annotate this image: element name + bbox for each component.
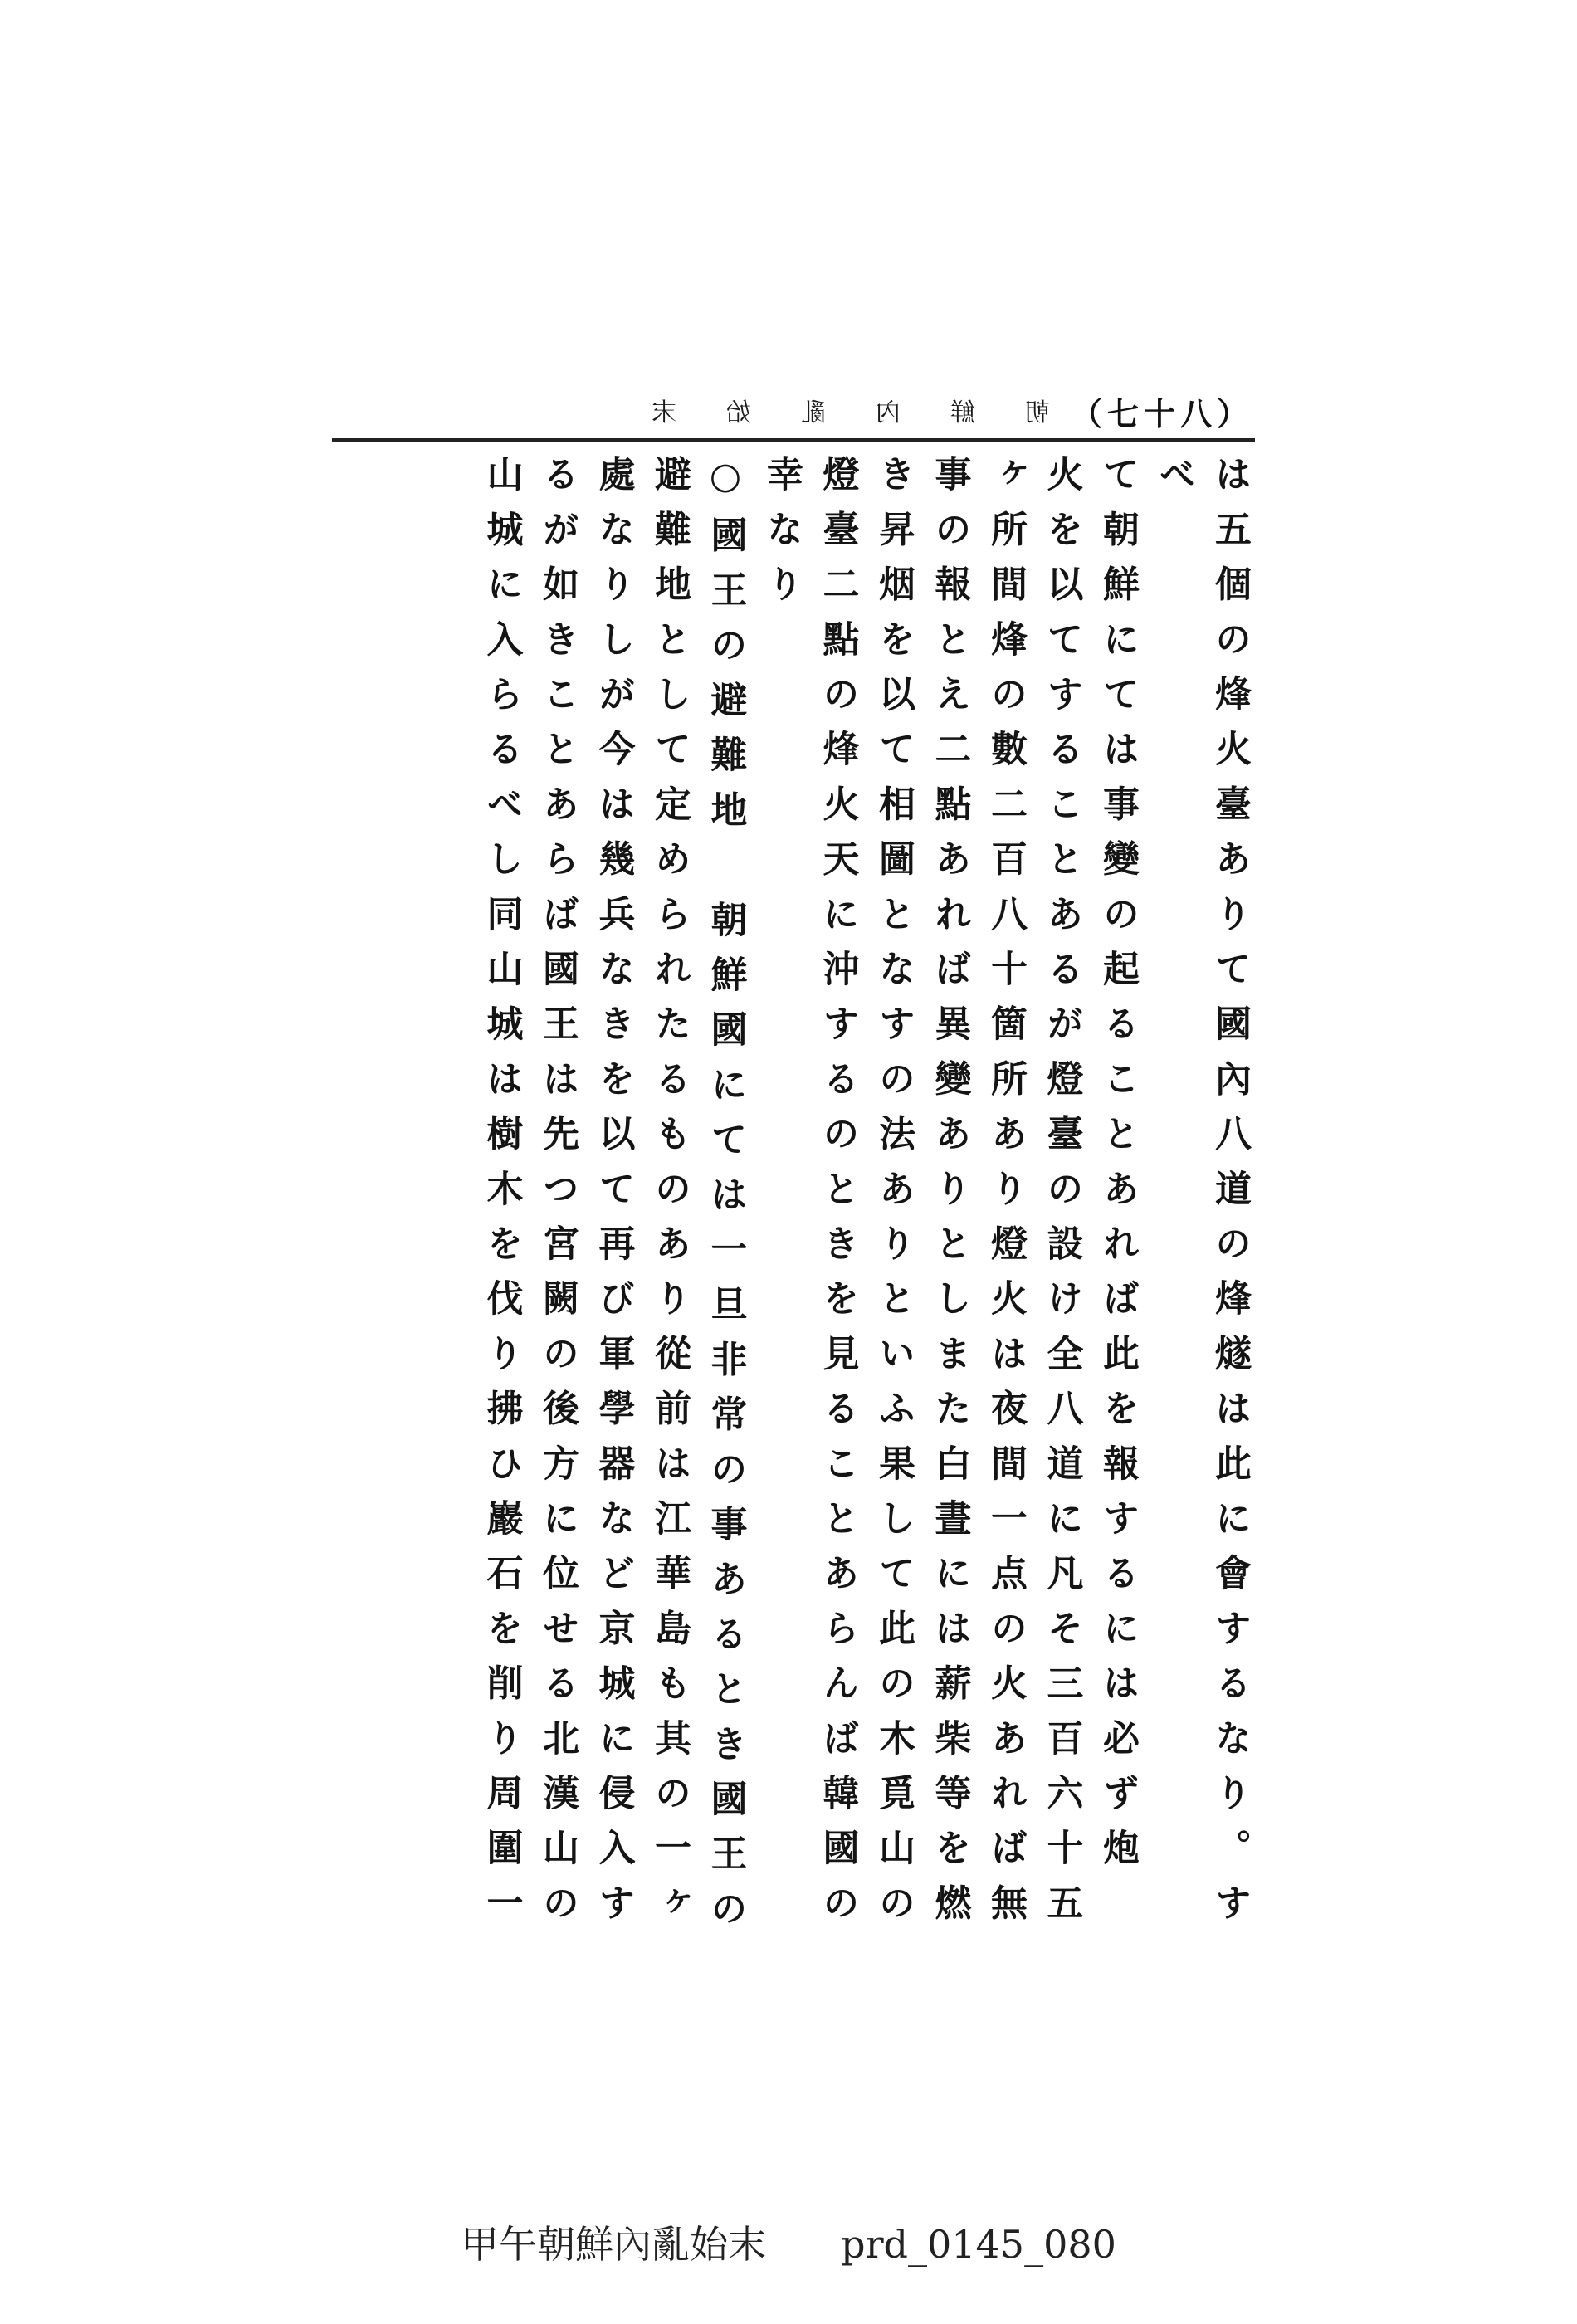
header-rule bbox=[332, 438, 1255, 442]
text-column: き昇烟を以て相圖となすの法ありといふ果して此の木覓山の bbox=[872, 455, 915, 1939]
text-column: るが如きことあらば國王は先つ宮闕の後方に位せる北漢山の bbox=[536, 455, 579, 1939]
text-column: ヶ所間烽の數二百八十箇所あり燈火は夜間一点の火あれば無 bbox=[984, 455, 1027, 1939]
text-column: 燈臺二點の烽火天に沖するのときを見ることあらんば韓國の bbox=[816, 455, 859, 1939]
running-title: 朝鮮內亂始末 bbox=[602, 398, 1050, 427]
text-column: は五個の烽火臺ありて國內八道の烽燧は此に會するなり。すべ bbox=[1152, 455, 1251, 1939]
text-column: 處なりしが今は幾兵なきを以て再び軍學器など京城に侵入す bbox=[592, 455, 635, 1939]
text-column: 事の報とえ二點あれば異變ありとしまた白晝には薪柴等を燃 bbox=[928, 455, 971, 1939]
text-column: 幸なり bbox=[760, 455, 803, 620]
footer-image-id: prd_0145_080 bbox=[841, 2222, 1116, 2267]
text-column: て朝鮮にては事變の起ることあれば此を報するには必ず炮 bbox=[1096, 455, 1139, 1884]
footer-book-title: 甲午朝鮮內亂始末 bbox=[461, 2222, 767, 2267]
text-column: 火を以てすることあるが燈臺の設け全八道に凡そ三百六十五 bbox=[1040, 455, 1083, 1939]
page-header bbox=[332, 388, 1253, 438]
footer-caption bbox=[0, 2214, 1577, 2269]
text-column: 山城に入らるべし同山城は樹木を伐り拂ひ巖石を削り周圍一 bbox=[480, 455, 523, 1939]
text-column: 避難地として定められたるものあり從前は江華島も其の一ヶ bbox=[648, 455, 691, 1939]
page-number: （七十八） bbox=[1070, 395, 1253, 432]
text-column: ○國王の避難地 朝鮮國にては一旦非常の事あるとき國王の bbox=[704, 455, 747, 1945]
body-text bbox=[328, 455, 1257, 1949]
